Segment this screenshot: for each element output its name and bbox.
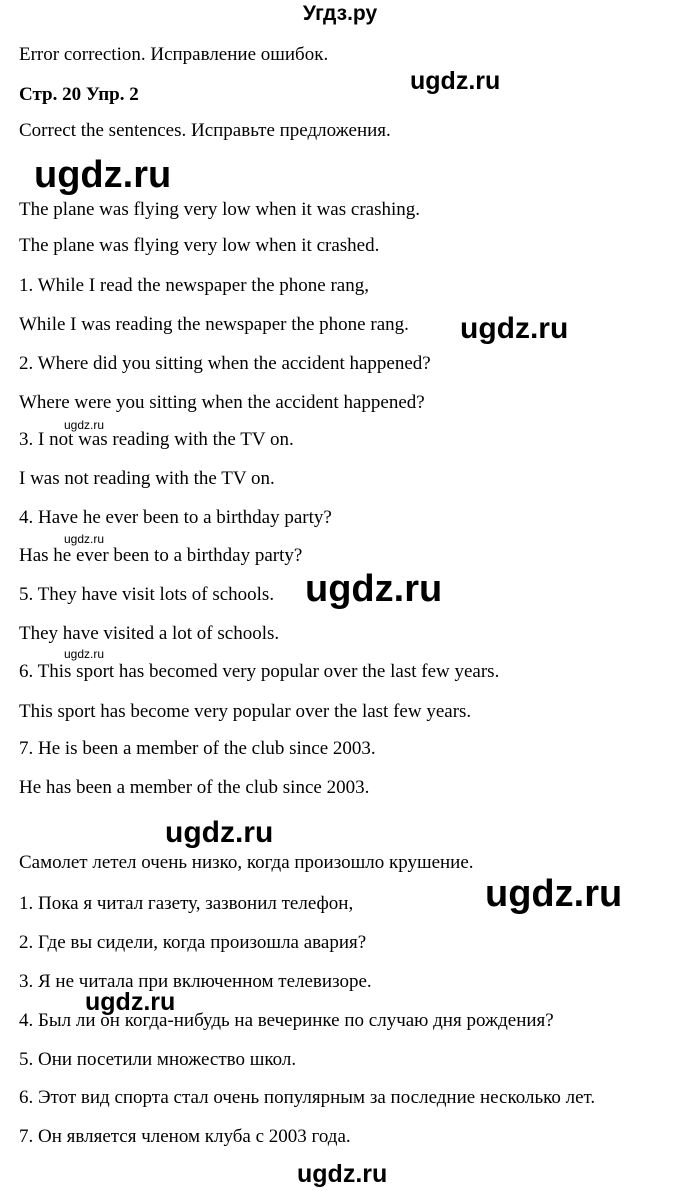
russian-line: Самолет летел очень низко, когда произошло крушение. xyxy=(19,852,474,873)
section-subtitle: Error correction. Исправление ошибок. xyxy=(19,44,329,65)
russian-line: 3. Я не читала при включенном телевизоре. xyxy=(19,971,372,992)
russian-line: 5. Они посетили множество школ. xyxy=(19,1049,297,1070)
watermark: ugdz.ru xyxy=(34,154,172,196)
russian-line: 1. Пока я читал газету, зазвонил телефон, xyxy=(19,893,354,914)
watermark: ugdz.ru xyxy=(460,312,569,345)
task-instruction: Correct the sentences. Исправьте предложения. xyxy=(19,120,391,141)
watermark: ugdz.ru xyxy=(85,988,176,1016)
english-line: 6. This sport has becomed very popular over the last few years. xyxy=(19,661,500,682)
english-line: They have visited a lot of schools. xyxy=(19,623,280,644)
watermark: ugdz.ru xyxy=(64,532,105,546)
exercise-heading: Стр. 20 Упр. 2 xyxy=(19,84,139,105)
english-line: 4. Have he ever been to a birthday party? xyxy=(19,507,332,528)
watermark: ugdz.ru xyxy=(297,1160,388,1188)
watermark: ugdz.ru xyxy=(305,568,443,610)
english-line: 1. While I read the newspaper the phone rang, xyxy=(19,275,369,296)
watermark: ugdz.ru xyxy=(64,647,105,661)
watermark: ugdz.ru xyxy=(64,418,105,432)
russian-line: 7. Он является членом клуба с 2003 года. xyxy=(19,1126,351,1147)
english-line: This sport has become very popular over the last few years. xyxy=(19,701,472,722)
english-line: The plane was flying very low when it crashed. xyxy=(19,235,380,256)
english-line: While I was reading the newspaper the phone rang. xyxy=(19,314,409,335)
english-line: 3. I not was reading with the TV on. xyxy=(19,429,294,450)
watermark: ugdz.ru xyxy=(165,816,274,849)
english-line: Where were you sitting when the accident happened? xyxy=(19,392,425,413)
english-line: 7. He is been a member of the club since 2003. xyxy=(19,738,376,759)
russian-line: 2. Где вы сидели, когда произошла авария? xyxy=(19,932,367,953)
russian-line: 6. Этот вид спорта стал очень популярным за последние несколько лет. xyxy=(19,1087,596,1108)
english-line: 2. Where did you sitting when the accident happened? xyxy=(19,353,431,374)
english-line: 5. They have visit lots of schools. xyxy=(19,584,275,605)
english-line: I was not reading with the TV on. xyxy=(19,468,275,489)
russian-line: 4. Был ли он когда-нибудь на вечеринке по случаю дня рождения? xyxy=(19,1010,554,1031)
watermark: ugdz.ru xyxy=(410,67,501,95)
watermark: ugdz.ru xyxy=(485,873,623,915)
english-line: The plane was flying very low when it was crashing. xyxy=(19,199,421,220)
english-line: Has he ever been to a birthday party? xyxy=(19,545,303,566)
site-title: Угдз.ру xyxy=(302,2,378,25)
english-line: He has been a member of the club since 2003. xyxy=(19,777,370,798)
